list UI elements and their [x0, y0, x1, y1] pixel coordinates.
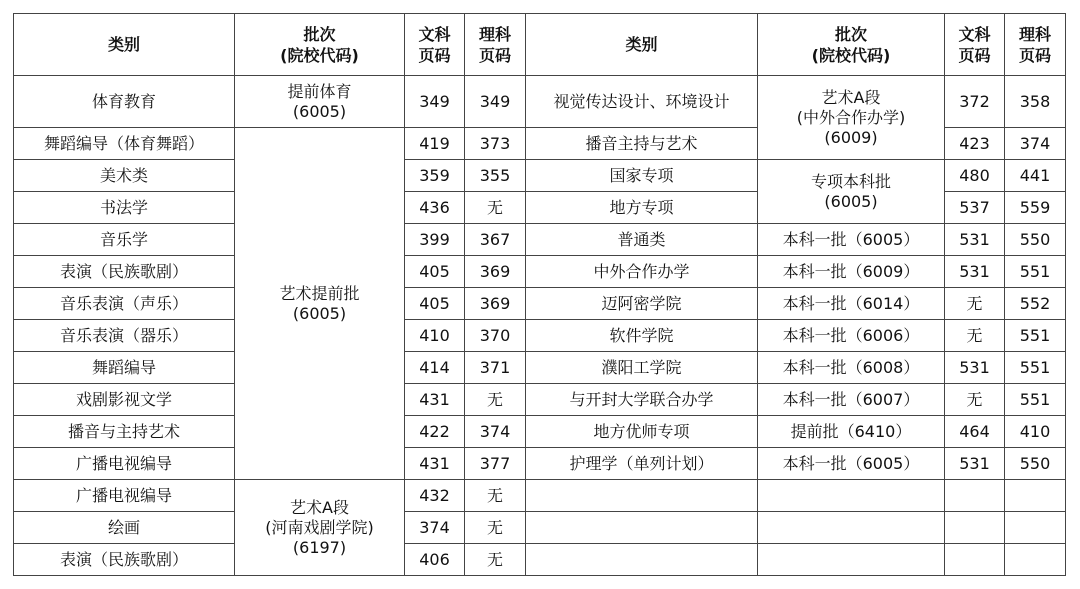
wen-page-cell: 406	[405, 544, 465, 576]
batch-cell: 艺术A段 (中外合作办学) (6009)	[758, 76, 945, 160]
category-cell: 书法学	[14, 192, 235, 224]
category-cell: 地方专项	[526, 192, 758, 224]
category-cell: 视觉传达设计、环境设计	[526, 76, 758, 128]
table-row	[14, 76, 1066, 128]
li-page-cell: 无	[465, 384, 526, 416]
header-batch: 批次 (院校代码)	[235, 14, 405, 76]
table-row	[14, 160, 1066, 192]
li-page-cell: 374	[1005, 128, 1066, 160]
batch-cell: 提前体育 (6005)	[235, 76, 405, 128]
wen-page-cell: 419	[405, 128, 465, 160]
empty-cell	[945, 512, 1005, 544]
wen-page-cell: 464	[945, 416, 1005, 448]
empty-cell	[1005, 512, 1066, 544]
wen-page-cell: 531	[945, 224, 1005, 256]
category-cell: 与开封大学联合办学	[526, 384, 758, 416]
header-category: 类别	[526, 14, 758, 76]
header-wen-page: 文科 页码	[405, 14, 465, 76]
category-cell: 音乐表演（器乐）	[14, 320, 235, 352]
wen-page-cell: 405	[405, 256, 465, 288]
batch-cell: 本科一批（6007）	[758, 384, 945, 416]
batch-cell: 本科一批（6009）	[758, 256, 945, 288]
category-cell: 广播电视编导	[14, 448, 235, 480]
li-page-cell: 374	[465, 416, 526, 448]
table-row	[14, 224, 1066, 256]
li-page-cell: 无	[465, 192, 526, 224]
category-cell: 播音主持与艺术	[526, 128, 758, 160]
wen-page-cell: 414	[405, 352, 465, 384]
category-cell: 表演（民族歌剧）	[14, 544, 235, 576]
empty-cell	[526, 480, 758, 512]
header-li-page: 理科 页码	[465, 14, 526, 76]
category-cell: 体育教育	[14, 76, 235, 128]
batch-cell: 本科一批（6005）	[758, 224, 945, 256]
wen-page-cell: 436	[405, 192, 465, 224]
category-cell: 音乐学	[14, 224, 235, 256]
category-cell: 戏剧影视文学	[14, 384, 235, 416]
wen-page-cell: 无	[945, 320, 1005, 352]
table-row	[14, 416, 1066, 448]
table-row	[14, 384, 1066, 416]
empty-cell	[758, 512, 945, 544]
li-page-cell: 370	[465, 320, 526, 352]
li-page-cell: 371	[465, 352, 526, 384]
li-page-cell: 551	[1005, 320, 1066, 352]
li-page-cell: 349	[465, 76, 526, 128]
table-row	[14, 288, 1066, 320]
wen-page-cell: 399	[405, 224, 465, 256]
wen-page-cell: 423	[945, 128, 1005, 160]
li-page-cell: 367	[465, 224, 526, 256]
header-row	[14, 14, 1066, 76]
wen-page-cell: 537	[945, 192, 1005, 224]
li-page-cell: 550	[1005, 224, 1066, 256]
wen-page-cell: 359	[405, 160, 465, 192]
category-cell: 护理学（单列计划）	[526, 448, 758, 480]
li-page-cell: 369	[465, 256, 526, 288]
li-page-cell: 552	[1005, 288, 1066, 320]
wen-page-cell: 431	[405, 384, 465, 416]
empty-cell	[758, 544, 945, 576]
empty-cell	[945, 480, 1005, 512]
empty-cell	[526, 512, 758, 544]
empty-cell	[945, 544, 1005, 576]
batch-cell: 本科一批（6005）	[758, 448, 945, 480]
li-page-cell: 358	[1005, 76, 1066, 128]
batch-cell: 本科一批（6008）	[758, 352, 945, 384]
wen-page-cell: 531	[945, 352, 1005, 384]
wen-page-cell: 480	[945, 160, 1005, 192]
table-row	[14, 320, 1066, 352]
category-cell: 音乐表演（声乐）	[14, 288, 235, 320]
wen-page-cell: 无	[945, 384, 1005, 416]
table-row	[14, 480, 1066, 512]
category-cell: 表演（民族歌剧）	[14, 256, 235, 288]
li-page-cell: 355	[465, 160, 526, 192]
table-row	[14, 544, 1066, 576]
li-page-cell: 551	[1005, 256, 1066, 288]
category-cell: 迈阿密学院	[526, 288, 758, 320]
header-wen-page: 文科 页码	[945, 14, 1005, 76]
batch-cell: 提前批（6410）	[758, 416, 945, 448]
batch-cell: 专项本科批 (6005)	[758, 160, 945, 224]
li-page-cell: 369	[465, 288, 526, 320]
category-cell: 中外合作办学	[526, 256, 758, 288]
wen-page-cell: 431	[405, 448, 465, 480]
category-cell: 地方优师专项	[526, 416, 758, 448]
wen-page-cell: 410	[405, 320, 465, 352]
empty-cell	[1005, 544, 1066, 576]
li-page-cell: 551	[1005, 352, 1066, 384]
category-cell: 国家专项	[526, 160, 758, 192]
li-page-cell: 410	[1005, 416, 1066, 448]
table-row	[14, 448, 1066, 480]
empty-cell	[526, 544, 758, 576]
category-cell: 普通类	[526, 224, 758, 256]
batch-cell: 艺术A段 (河南戏剧学院) (6197)	[235, 480, 405, 576]
li-page-cell: 无	[465, 480, 526, 512]
li-page-cell: 373	[465, 128, 526, 160]
li-page-cell: 无	[465, 512, 526, 544]
batch-cell: 艺术提前批 (6005)	[235, 128, 405, 480]
table-row	[14, 512, 1066, 544]
wen-page-cell: 531	[945, 448, 1005, 480]
wen-page-cell: 无	[945, 288, 1005, 320]
category-cell: 软件学院	[526, 320, 758, 352]
batch-cell: 本科一批（6014）	[758, 288, 945, 320]
table-row	[14, 256, 1066, 288]
li-page-cell: 441	[1005, 160, 1066, 192]
header-category: 类别	[14, 14, 235, 76]
score-page-index-table	[13, 13, 1066, 576]
table-row	[14, 352, 1066, 384]
category-cell: 舞蹈编导	[14, 352, 235, 384]
wen-page-cell: 432	[405, 480, 465, 512]
category-cell: 美术类	[14, 160, 235, 192]
li-page-cell: 551	[1005, 384, 1066, 416]
category-cell: 舞蹈编导（体育舞蹈）	[14, 128, 235, 160]
li-page-cell: 377	[465, 448, 526, 480]
category-cell: 绘画	[14, 512, 235, 544]
wen-page-cell: 405	[405, 288, 465, 320]
li-page-cell: 无	[465, 544, 526, 576]
li-page-cell: 559	[1005, 192, 1066, 224]
empty-cell	[758, 480, 945, 512]
wen-page-cell: 422	[405, 416, 465, 448]
category-cell: 濮阳工学院	[526, 352, 758, 384]
empty-cell	[1005, 480, 1066, 512]
wen-page-cell: 349	[405, 76, 465, 128]
category-cell: 播音与主持艺术	[14, 416, 235, 448]
header-li-page: 理科 页码	[1005, 14, 1066, 76]
batch-cell: 本科一批（6006）	[758, 320, 945, 352]
wen-page-cell: 372	[945, 76, 1005, 128]
wen-page-cell: 374	[405, 512, 465, 544]
li-page-cell: 550	[1005, 448, 1066, 480]
wen-page-cell: 531	[945, 256, 1005, 288]
header-batch: 批次 (院校代码)	[758, 14, 945, 76]
category-cell: 广播电视编导	[14, 480, 235, 512]
